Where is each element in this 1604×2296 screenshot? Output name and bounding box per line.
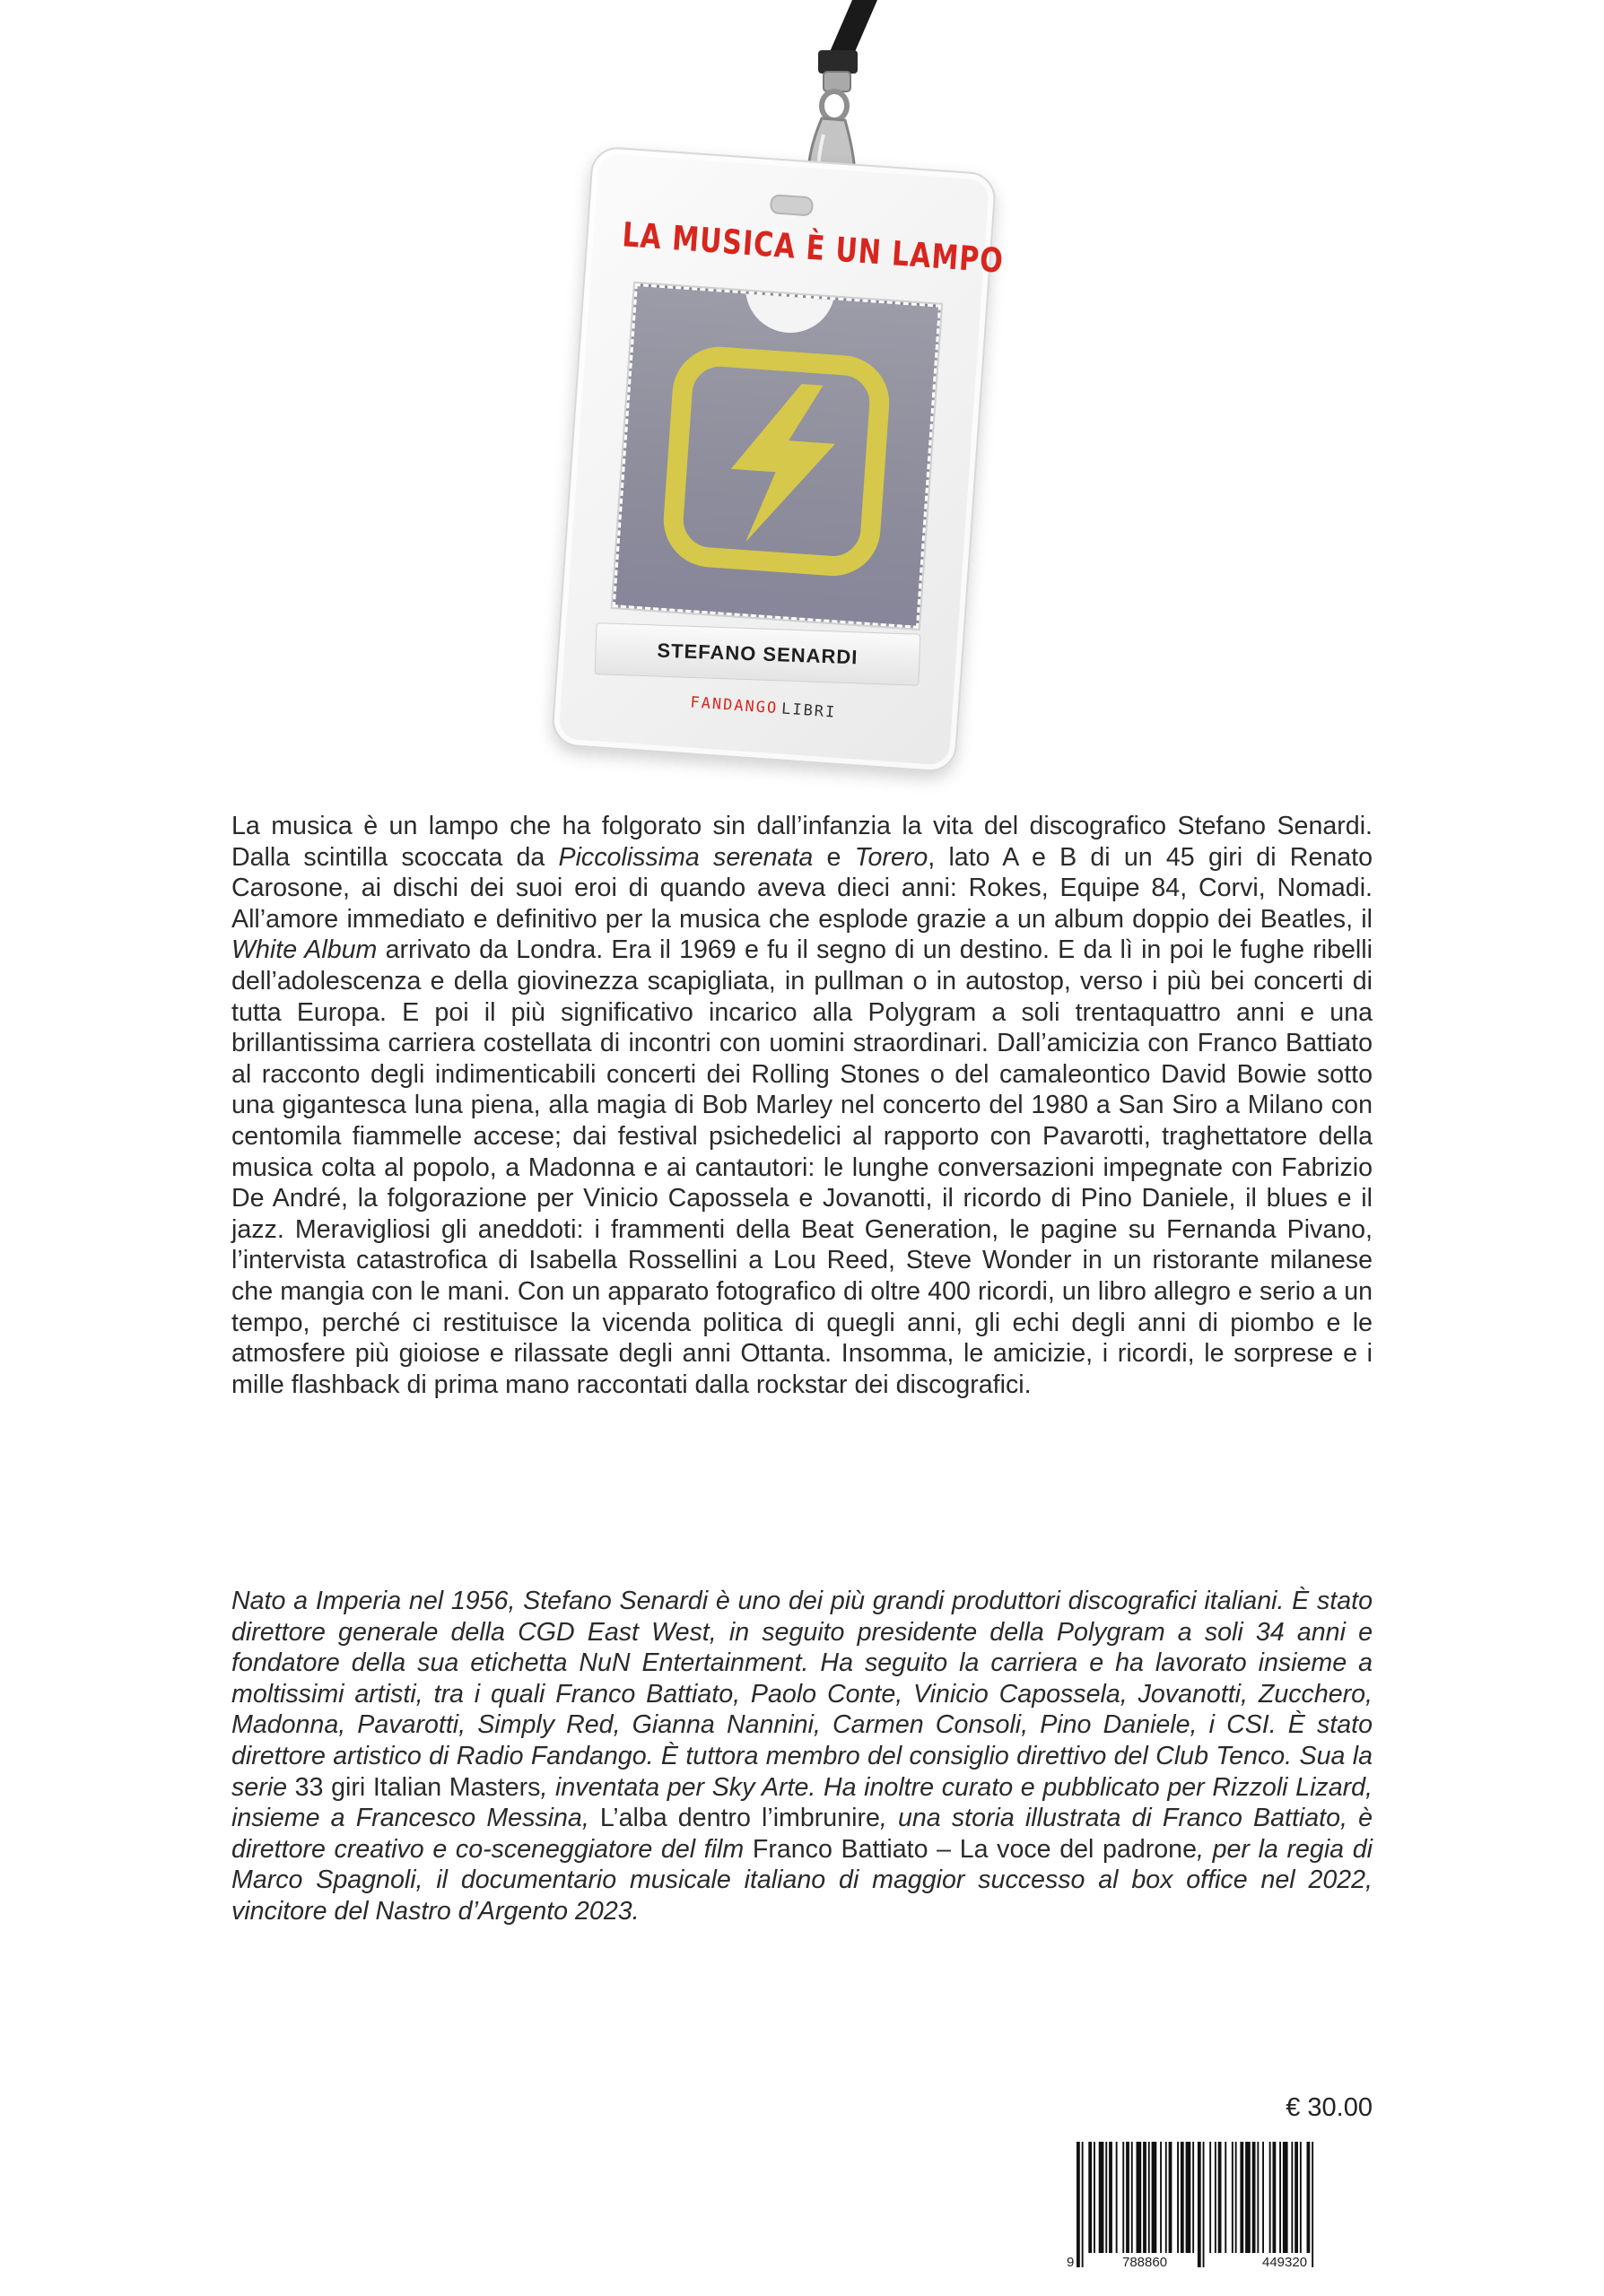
series-title: 33 giri Italian Masters <box>294 1772 541 1802</box>
song-title: Piccolissima serenata <box>558 842 814 872</box>
publisher-logo <box>690 693 837 721</box>
synopsis-paragraph <box>231 811 1373 1400</box>
price-label: € 30.00 <box>1286 2093 1373 2122</box>
author-name-strip: STEFANO SENARDI <box>595 622 921 686</box>
synopsis-text: , lato A e B di un 45 giri di Renato Carosone, ai dischi dei suoi eroi di quando aveva dieci anni: Rokes, Equipe 84, Corvi, Nomadi. All’amore immediato e definitivo per la musica che esplode grazie a un album doppio dei Beatles, il <box>231 842 1373 934</box>
bio-text: , una storia illustrata di Franco Battiato, è direttore creativo e co-sceneggiatore del film <box>231 1804 1373 1864</box>
author-bio-paragraph <box>231 1586 1373 1927</box>
book-title: LA MUSICA È UN LAMPO <box>621 215 1006 282</box>
bio-text: Nato a Imperia nel 1956, Stefano Senardi è uno dei più grandi produttori discografici italiani. È stato direttore generale della CGD East West, in seguito presidente della Polygram a soli 34 anni e fondatore della sua etichetta NuN Entertainment. Ha seguito la carriera e ha lavorato insieme a moltissimi artisti, tra i quali Franco Battiato, Paolo Conte, Vinicio Capossela, Jovanotti, Zucchero, Madonna, Pavarotti, Simply Red, Gianna Nannini, Carmen Consoli, Pino Daniele, i CSI. È stato direttore artistico di Radio Fandango. È tuttora membro del consiglio direttivo del Club Tenco. Sua la serie <box>231 1587 1373 1802</box>
barcode-left-digits: 788860 <box>1120 2255 1170 2270</box>
synopsis-text: arrivato da Londra. Era il 1969 e fu il segno di un destino. E da lì in poi le fughe ribelli dell’adolescenza e della giovinezza scapigliata, in pullman o in autostop, verso i più bei concerti di tutta Europa. E poi il più significativo incarico alla Polygram a soli trentaquattro anni e una brillantissima carriera costellata di incontri con uomini straordinari. Dall’amicizia con Franco Battiato al racconto degli indimenticabili concerti dei Rolling Stones o del camaleontico David Bowie sotto una gigantesca luna piena, alla magia di Bob Marley nel concerto del 1980 a San Siro a Milano con centomila fiammelle accese; dai festival psichedelici al rapporto con Pavarotti, traghettatore della musica colta al popolo, a Madonna e ai cantautori: le lunghe conversazioni impegnate con Fabrizio De André, la folgorazione per Vinicio Capossela e Jovanotti, il ricordo di Pino Daniele, il blues e il jazz. Meravigliosi gli aneddoti: i frammenti della Beat Generation, le pagine su Fernanda Pivano, l’intervista catastrofica di Isabella Rossellini a Lou Reed, Steve Wonder in un ristorante milanese che mangia con le mani. Con un apparato fotografico di oltre 400 ricordi, un libro allegro e serio a un tempo, perché ci restituisce la vicenda politica di quegli anni, gli echi degli anni di piombo e le atmosfere più gioiose e rilassate degli anni Ottanta. Insomma, le amicizie, i ricordi, le sorprese e i mille flashback di prima mano raccontati dalla rockstar dei discografici. <box>231 935 1373 1399</box>
publisher-imprint: LIBRI <box>780 700 837 722</box>
lanyard-illustration <box>0 0 1604 807</box>
song-title: Torero <box>854 842 928 872</box>
bio-text: , inventata per Sky Arte. Ha inoltre curato e pubblicato per Rizzoli Lizard, insieme a Francesco Messina, <box>231 1772 1373 1833</box>
synopsis-text: e <box>813 842 855 872</box>
book-reference: L’alba dentro l’imbrunire <box>599 1804 880 1833</box>
album-title: White Album <box>231 935 378 965</box>
barcode-first-digit: 9 <box>1064 2255 1077 2270</box>
publisher-name: FANDANGO <box>689 693 779 718</box>
barcode-right-digits: 449320 <box>1260 2255 1310 2270</box>
synopsis-text: La musica è un lampo che ha folgorato sin dall’infanzia la vita del discografico Stefano Senardi. Dalla scintilla scoccata da <box>231 812 1373 872</box>
lightning-bolt-icon <box>615 286 938 626</box>
cover-photo <box>613 283 941 629</box>
badge-card <box>551 145 1006 773</box>
bio-text: , per la regia di Marco Spagnoli, il documentario musicale italiano di maggior successo al box office nel 2022, vincitore del Nastro d’Argento 2023. <box>231 1834 1373 1926</box>
barcode-icon <box>1064 2142 1374 2276</box>
barcode <box>1064 2142 1374 2276</box>
badge-hole <box>770 194 814 216</box>
film-title: Franco Battiato – La voce del padrone <box>752 1834 1197 1864</box>
